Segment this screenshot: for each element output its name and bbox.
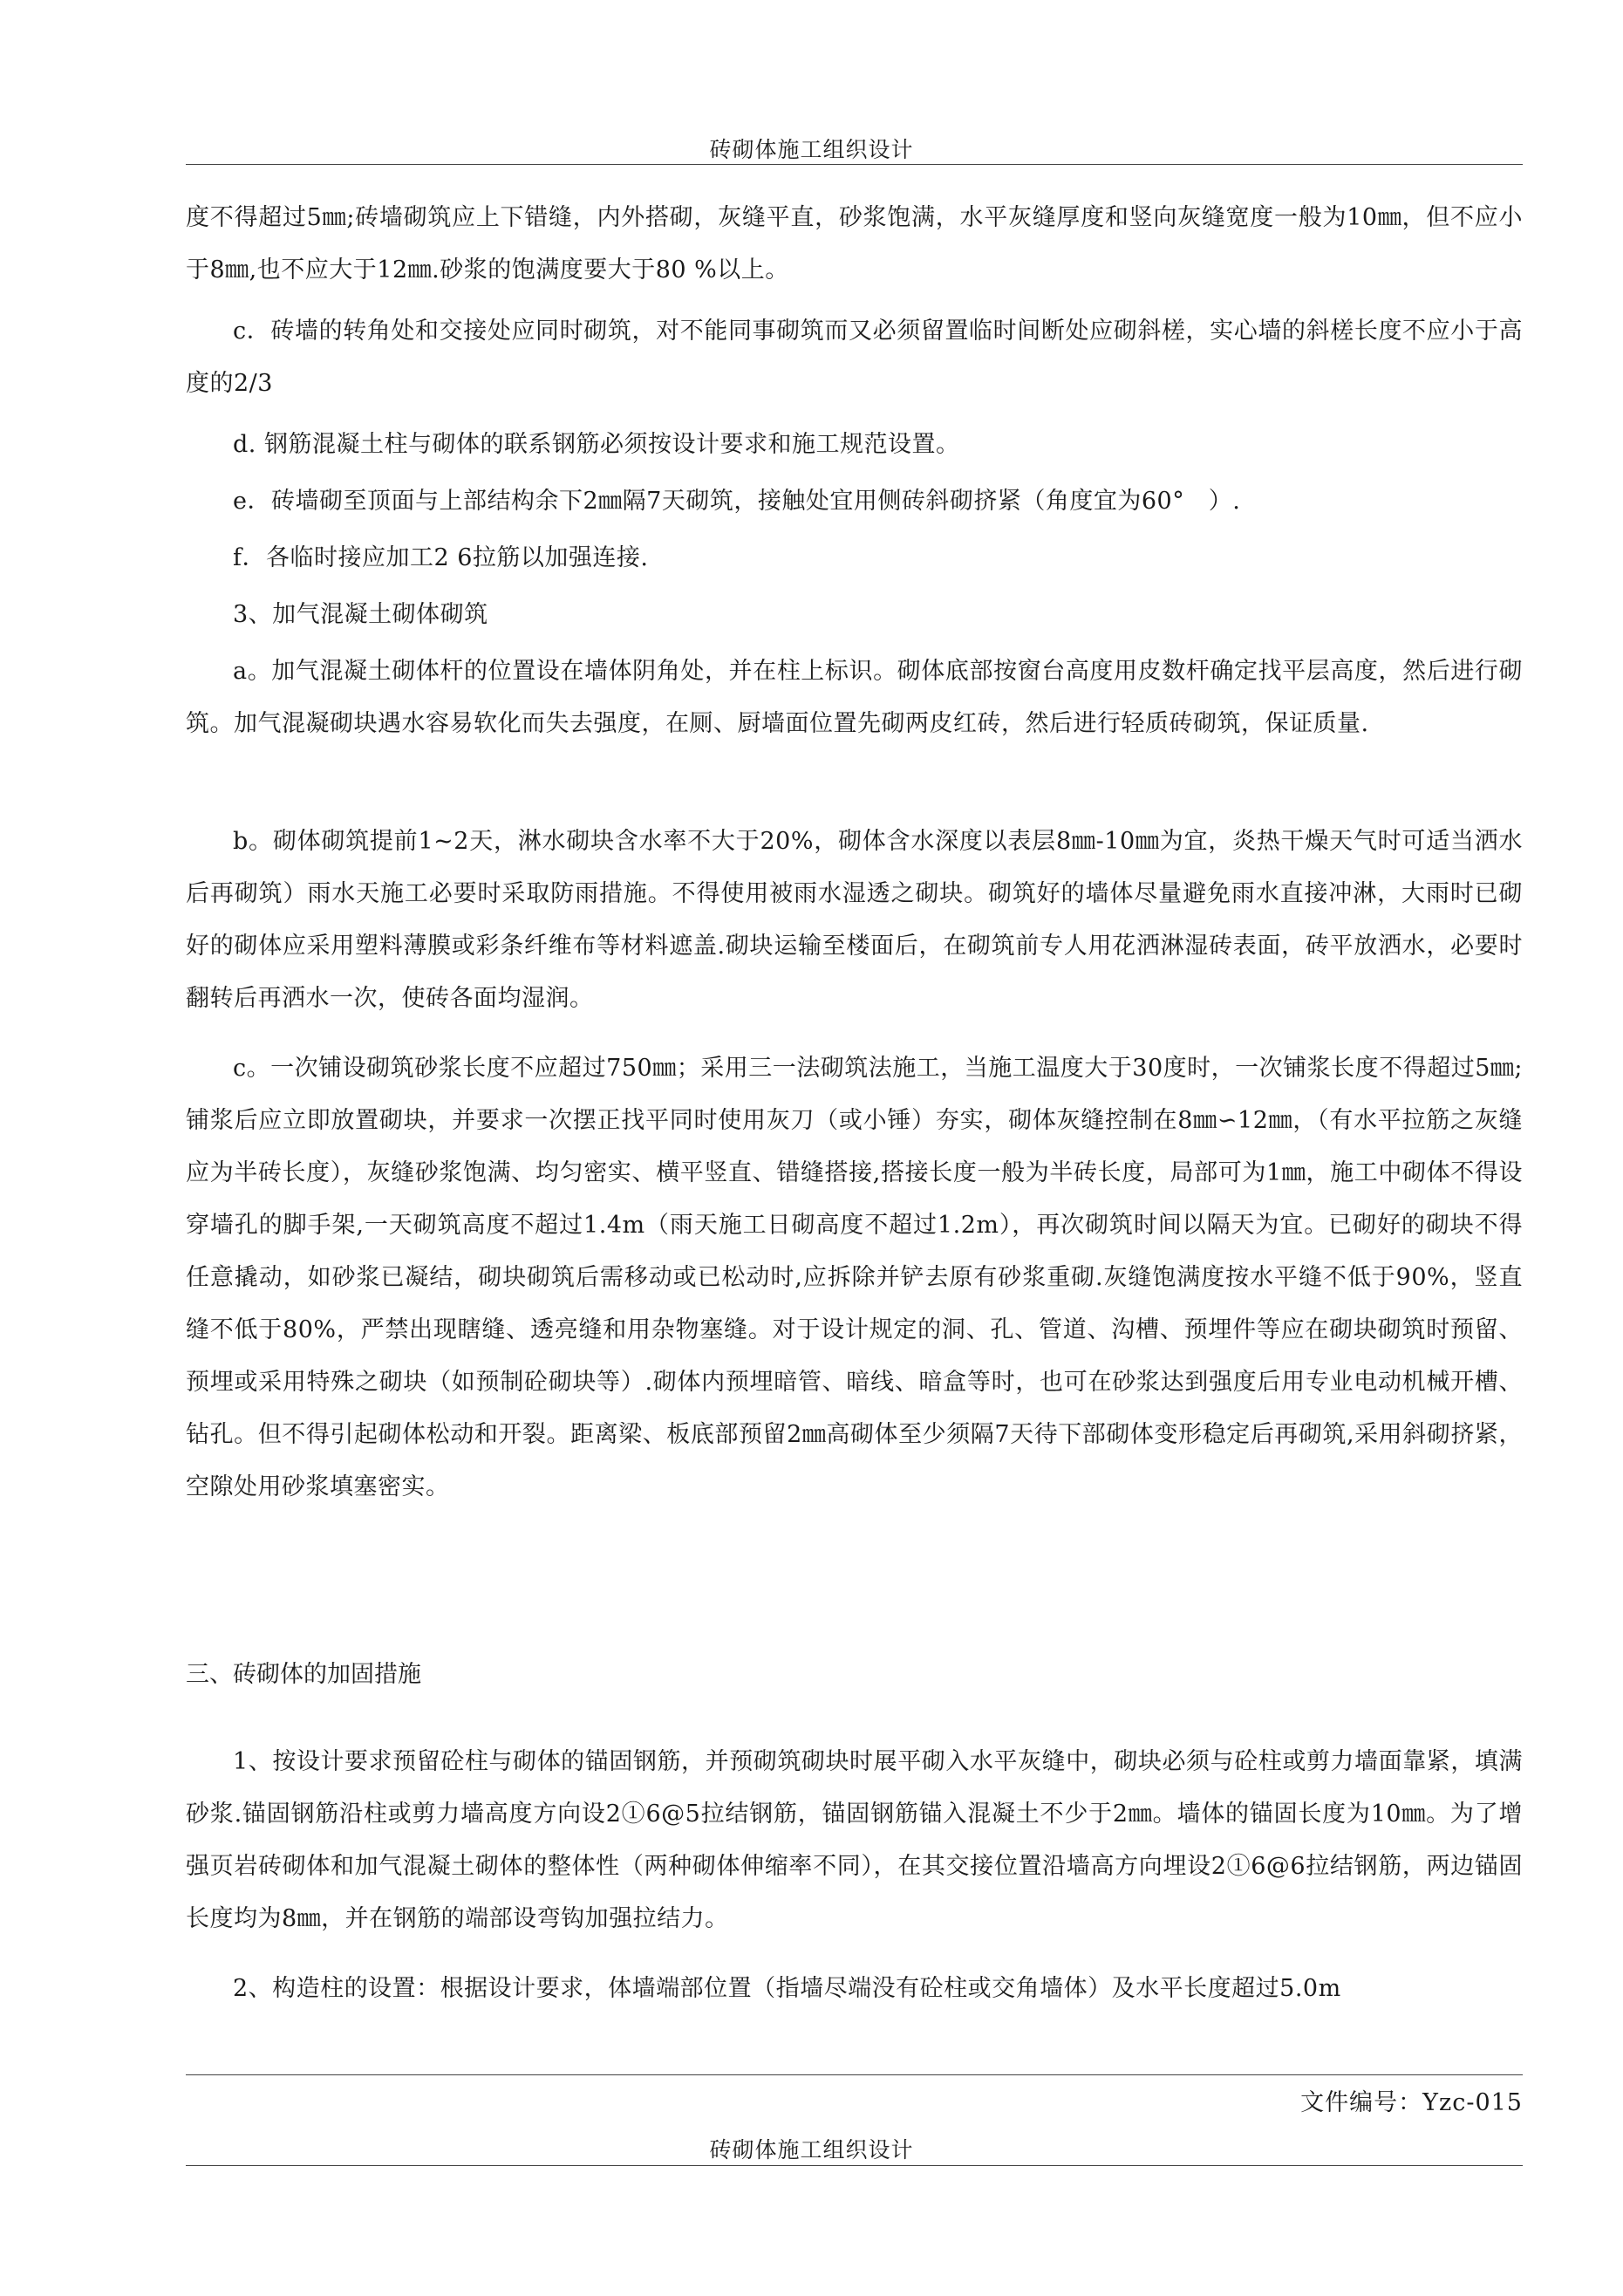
paragraph-mortar-joint: 度不得超过5㎜;砖墙砌筑应上下错缝，内外搭砌，灰缝平直，砂浆饱满，水平灰缝厚度和竖向灰缝宽度一般为10㎜，但不应小于8㎜,也不应大于12㎜.砂浆的饱满度要大于80 %以上。 [186,204,1523,284]
footer-rule [186,2074,1523,2075]
header-rule [186,164,1523,165]
paragraph-item-a: a。加气混凝土砌体杆的位置设在墙体阴角处，并在柱上标识。砌体底部按窗台高度用皮数杆确定找平层高度，然后进行砌筑。加气混凝砌块遇水容易软化而失去强度，在厕、厨墙面位置先砌两皮红砖，然后进行轻质砖砌筑，保证质量. [186,658,1523,737]
subsection-heading-aerated-concrete: 3、加气混凝土砌体砌筑 [233,601,488,628]
paragraph-reinforcement-1: 1、按设计要求预留砼柱与砌体的锚固钢筋，并预砌筑砌块时展平砌入水平灰缝中，砌块必须与砼柱或剪力墙面靠紧，填满砂浆.锚固钢筋沿柱或剪力墙高度方向设2①6@5拉结钢筋，锚固钢筋锚入混凝土不少于2㎜。墙体的锚固长度为10㎜。为了增强页岩砖砌体和加气混凝土砌体的整体性（两种砌体伸缩率不同），在其交接位置沿墙高方向埋设2①6@6拉结钢筋，两边锚固长度均为8㎜，并在钢筋的端部设弯钩加强拉结力。 [186,1748,1523,1932]
paragraph-item-b: b。砌体砌筑提前1~2天，淋水砌块含水率不大于20%，砌体含水深度以表层8㎜-10㎜为宜，炎热干燥天气时可适当洒水后再砌筑）雨水天施工必要时采取防雨措施。不得使用被雨水湿透之砌块。砌筑好的墙体尽量避免雨水直接冲淋，大雨时已砌好的砌体应采用塑料薄膜或彩条纤维布等材料遮盖.砌块运输至楼面后，在砌筑前专人用花洒淋湿砖表面，砖平放洒水，必要时翻转后再洒水一次，使砖各面均湿润。 [186,828,1523,1012]
document-number: 文件编号：Yzc-015 [1300,2089,1523,2116]
paragraph-item-d: d. 钢筋混凝土柱与砌体的联系钢筋必须按设计要求和施工规范设置。 [233,431,960,458]
paragraph-item-c2: c。一次铺设砌筑砂浆长度不应超过750㎜；采用三一法砌筑法施工，当施工温度大于30度时，一次铺浆长度不得超过5㎜;铺浆后应立即放置砌块，并要求一次摆正找平同时使用灰刀（或小锤）夯实，砌体灰缝控制在8㎜∽12㎜，（有水平拉筋之灰缝应为半砖长度），灰缝砂浆饱满、均匀密实、横平竖直、错缝搭接,搭接长度一般为半砖长度，局部可为1㎜，施工中砌体不得设穿墙孔的脚手架,一天砌筑高度不超过1.4m（雨天施工日砌高度不超过1.2m），再次砌筑时间以隔天为宜。已砌好的砌块不得任意撬动，如砂浆已凝结，砌块砌筑后需移动或已松动时,应拆除并铲去原有砂浆重砌.灰缝饱满度按水平缝不低于90%，竖直缝不低于80%，严禁出现瞎缝、透亮缝和用杂物塞缝。对于设计规定的洞、孔、管道、沟槽、预埋件等应在砌块砌筑时预留、预埋或采用特殊之砌块（如预制砼砌块等）.砌体内预埋暗管、暗线、暗盒等时，也可在砂浆达到强度后用专业电动机械开槽、钻孔。但不得引起砌体松动和开裂。距离梁、板底部预留2㎜高砌体至少须隔7天待下部砌体变形稳定后再砌筑,采用斜砌挤紧，空隙处用砂浆填塞密实。 [186,1055,1523,1500]
paragraph-reinforcement-2: 2、构造柱的设置：根据设计要求，体墙端部位置（指墙尽端没有砼柱或交角墙体）及水平长度超过5.0m [233,1975,1341,2002]
paragraph-item-e: e．砖墙砌至顶面与上部结构余下2㎜隔7天砌筑，接触处宜用侧砖斜砌挤紧（角度宜为60° ）. [233,488,1241,515]
page-header-title: 砖砌体施工组织设计 [709,137,914,162]
paragraph-item-f: f．各临时接应加工2 6拉筋以加强连接. [233,544,649,571]
next-page-header-rule [186,2165,1523,2166]
paragraph-item-c: c．砖墙的转角处和交接处应同时砌筑，对不能同事砌筑而又必须留置临时间断处应砌斜槎，实心墙的斜槎长度不应小于高度的2/3 [186,318,1523,397]
section-heading-reinforcement: 三、砖砌体的加固措施 [186,1661,421,1688]
next-page-header-title: 砖砌体施工组织设计 [709,2137,914,2163]
